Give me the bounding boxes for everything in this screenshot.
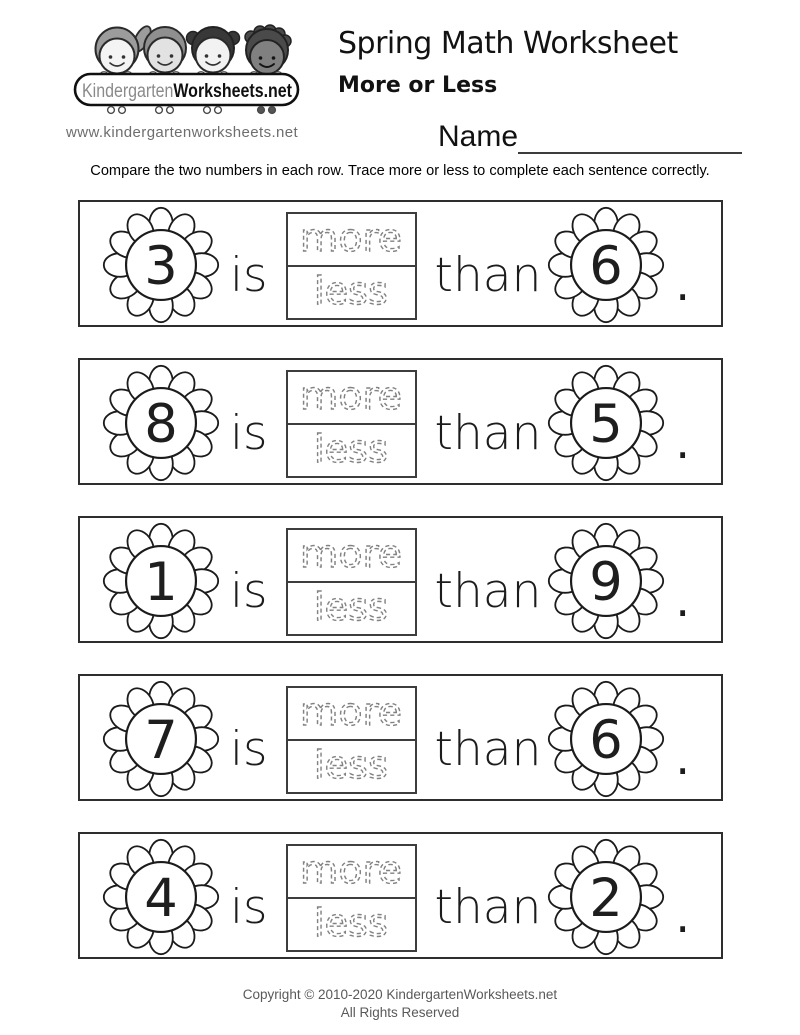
trace-more-word [291, 374, 411, 420]
svg-text:more: more [300, 532, 403, 576]
exercise-row-1 [78, 200, 723, 327]
word-is: is [230, 406, 268, 461]
left-number: 8 [144, 393, 178, 455]
svg-text:more: more [300, 374, 403, 418]
word-than: than [434, 564, 542, 619]
logo [58, 12, 310, 129]
flower-right-icon [547, 206, 665, 324]
name-underline[interactable] [518, 118, 742, 154]
rights-line: All Rights Reserved [340, 1005, 460, 1021]
word-than: than [434, 722, 542, 777]
exercise-row-5 [78, 832, 723, 959]
more-less-trace-box[interactable] [286, 528, 417, 636]
word-is: is [230, 248, 268, 303]
logo-kid-boy-curly [245, 25, 291, 74]
trace-less-cell[interactable] [288, 739, 415, 792]
flower-right-icon [547, 364, 665, 482]
left-number: 3 [144, 235, 178, 297]
right-number: 9 [589, 551, 624, 613]
more-less-trace-box[interactable] [286, 844, 417, 952]
trace-more-word [291, 216, 411, 262]
flower-left-icon [102, 364, 220, 482]
sentence-period: . [675, 257, 690, 311]
left-number: 4 [144, 867, 178, 929]
trace-less-word [291, 427, 411, 473]
more-less-trace-box[interactable] [286, 212, 417, 320]
sentence-period: . [675, 573, 690, 627]
footer [0, 986, 800, 1022]
flower-right-icon [547, 522, 665, 640]
logo-brand-black: Worksheets.net [173, 81, 310, 102]
svg-text:less: less [314, 427, 389, 471]
trace-more-cell[interactable] [288, 846, 415, 897]
svg-text:less: less [314, 269, 389, 313]
name-label: Name [438, 120, 519, 153]
trace-less-word [291, 269, 411, 315]
sentence-period: . [675, 889, 690, 943]
svg-text:less: less [314, 585, 389, 629]
trace-less-cell[interactable] [288, 581, 415, 634]
flower-left-icon [102, 680, 220, 798]
trace-less-word [291, 901, 411, 947]
right-number: 6 [589, 235, 624, 297]
flower-right-icon [547, 838, 665, 956]
flower-right-icon [547, 680, 665, 798]
copyright-line: Copyright © 2010-2020 KindergartenWorksheets.net [242, 987, 558, 1002]
trace-more-word [291, 532, 411, 578]
trace-less-cell[interactable] [288, 423, 415, 476]
trace-more-cell[interactable] [288, 688, 415, 739]
logo-kid-boy-gray [144, 27, 186, 73]
flower-left-icon [102, 838, 220, 956]
trace-less-word [291, 743, 411, 789]
trace-less-word [291, 585, 411, 631]
right-number: 2 [589, 867, 624, 929]
left-number: 1 [144, 551, 178, 613]
logo-kids-banner-graphic [58, 12, 310, 124]
trace-more-word [291, 848, 411, 894]
more-less-trace-box[interactable] [286, 370, 417, 478]
word-is: is [230, 880, 268, 935]
trace-more-cell[interactable] [288, 214, 415, 265]
svg-text:more: more [300, 690, 403, 734]
trace-more-word [291, 690, 411, 736]
trace-more-cell[interactable] [288, 530, 415, 581]
more-less-trace-box[interactable] [286, 686, 417, 794]
svg-text:more: more [300, 848, 403, 892]
name-line [438, 118, 742, 154]
flower-left-icon [102, 522, 220, 640]
title-block [338, 26, 678, 98]
page-subtitle: More or Less [338, 73, 498, 98]
trace-less-cell[interactable] [288, 897, 415, 950]
logo-brand-text [82, 81, 310, 102]
word-is: is [230, 564, 268, 619]
svg-text:more: more [300, 216, 403, 260]
word-than: than [434, 880, 542, 935]
word-than: than [434, 406, 542, 461]
right-number: 6 [589, 709, 624, 771]
trace-less-cell[interactable] [288, 265, 415, 318]
right-number: 5 [589, 393, 624, 455]
exercise-row-2 [78, 358, 723, 485]
svg-text:less: less [314, 743, 389, 787]
exercise-row-4 [78, 674, 723, 801]
instructions: Compare the two numbers in each row. Trace more or less to complete each sentence correctly. [90, 163, 710, 179]
word-is: is [230, 722, 268, 777]
word-than: than [434, 248, 542, 303]
logo-brand-gray: Kindergarten [82, 81, 191, 102]
page-title: Spring Math Worksheet [338, 26, 678, 61]
left-number: 7 [144, 709, 178, 771]
trace-more-cell[interactable] [288, 372, 415, 423]
sentence-period: . [675, 415, 690, 469]
exercise-row-3 [78, 516, 723, 643]
logo-url: www.kindergartenworksheets.net [66, 124, 299, 141]
exercise-rows [78, 200, 723, 990]
svg-text:less: less [314, 901, 389, 945]
flower-left-icon [102, 206, 220, 324]
sentence-period: . [675, 731, 690, 785]
logo-kid-girl-pigtails [187, 27, 240, 73]
logo-kids-feet [108, 107, 276, 114]
